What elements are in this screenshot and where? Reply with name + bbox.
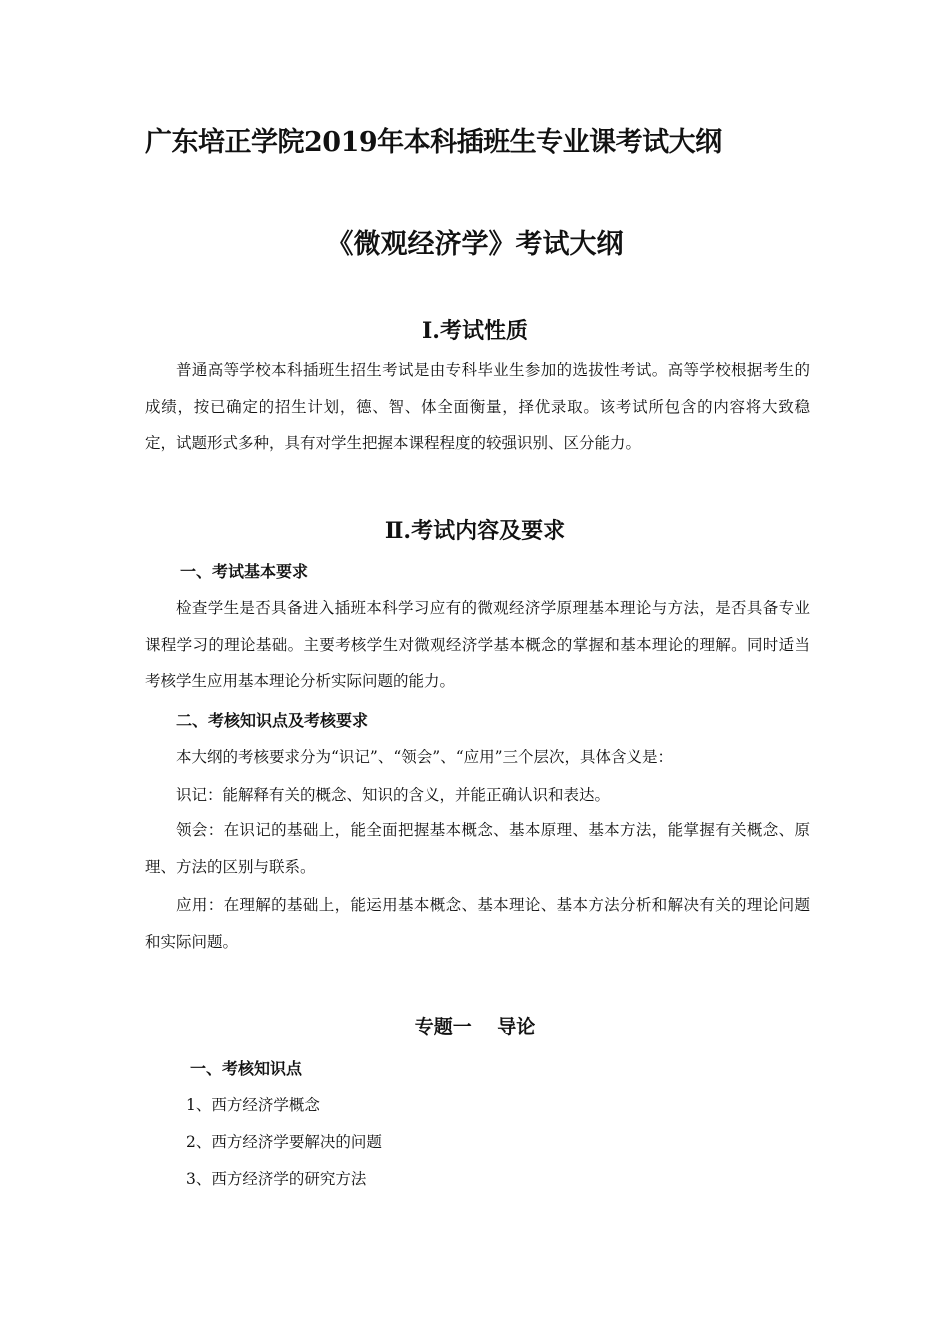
requirement-levels-intro: 本大纲的考核要求分为“识记”、“领会”、“应用”三个层次，具体含义是：: [176, 748, 674, 766]
section-heading-exam-content: Ⅱ.考试内容及要求: [384, 518, 566, 544]
basic-requirements-paragraph: 检查学生是否具备进入插班本科学习应有的微观经济学原理基本理论与方法，是否具备专业课程学习的理论基础。主要考核学生对微观经济学基本概念的掌握和基本理论的理解。同时适当考核学生应用基本理论分析实际问题的能力。: [145, 599, 810, 690]
memorize-definition: 识记：能解释有关的概念、知识的含义，并能正确认识和表达。: [176, 786, 611, 804]
knowledge-points-heading: 二、考核知识点及考核要求: [176, 711, 369, 730]
topic-one-heading: 专题一 导论: [414, 1016, 536, 1038]
exam-nature-paragraph: 普通高等学校本科插班生招生考试是由专科毕业生参加的选拔性考试。高等学校根据考生的成绩，按已确定的招生计划，德、智、体全面衡量，择优录取。该考试所包含的内容将大致稳定，试题形式多种，具有对学生把握本课程程度的较强识别、区分能力。: [145, 361, 810, 452]
topic-one-knowledge-heading: 一、考核知识点: [190, 1059, 303, 1078]
section-heading-exam-nature: Ⅰ.考试性质: [422, 318, 528, 344]
knowledge-item-1: 1、西方经济学概念: [186, 1096, 320, 1114]
apply-definition: 应用：在理解的基础上，能运用基本概念、基本理论、基本方法分析和解决有关的理论问题和实际问题。: [145, 896, 810, 951]
subject-title: 《微观经济学》考试大纲: [326, 229, 624, 260]
understand-definition: 领会：在识记的基础上，能全面把握基本概念、基本原理、基本方法，能掌握有关概念、原理、方法的区别与联系。: [145, 821, 810, 876]
basic-requirements-heading: 一、考试基本要求: [180, 562, 309, 581]
document-title: 广东培正学院2019年本科插班生专业课考试大纲: [145, 127, 722, 158]
knowledge-item-3: 3、西方经济学的研究方法: [186, 1170, 367, 1188]
knowledge-item-2: 2、西方经济学要解决的问题: [186, 1133, 382, 1151]
